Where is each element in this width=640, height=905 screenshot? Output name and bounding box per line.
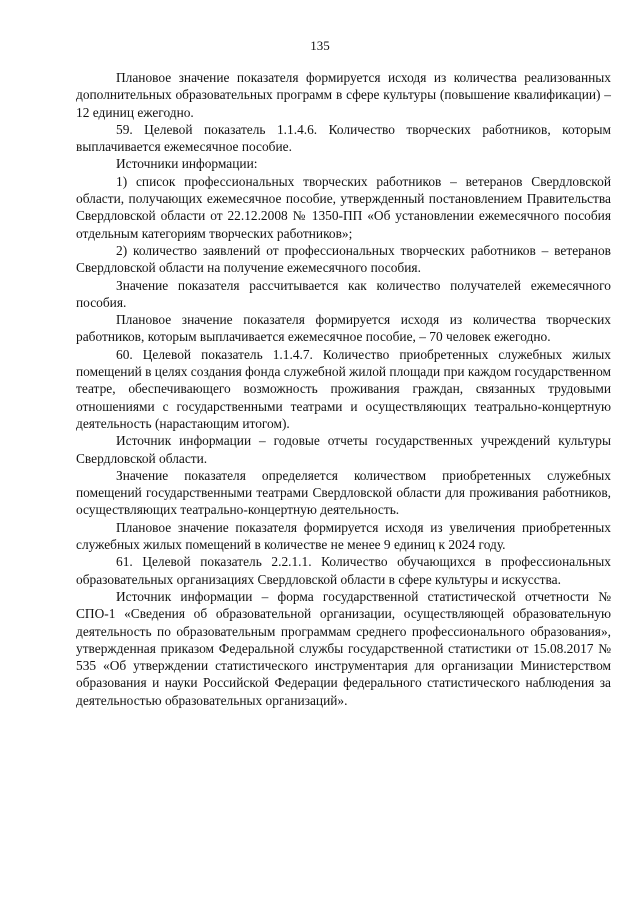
paragraph-indicator-59: 59. Целевой показатель 1.1.4.6. Количество творческих работников, которым выплачивается ежемесячное пособие. bbox=[76, 121, 611, 155]
paragraph-source-list-1: 1) список профессиональных творческих работников – ветеранов Свердловской области, получающих ежемесячное пособие, утвержденный постановлением Правительства Свердловской области от 22.12.2008 № 1350-ПП «Об установлении ежемесячного пособия отдельным категориям творческих работников»; bbox=[76, 173, 611, 241]
paragraph-indicator-61: 61. Целевой показатель 2.2.1.1. Количество обучающихся в профессиональных образовательных организациях Свердловской области в сфере культуры и искусства. bbox=[76, 554, 611, 587]
page-number: 135 bbox=[310, 38, 330, 53]
paragraph-planned-value-programs: Плановое значение показателя формируется исходя из количества реализованных дополнительных образовательных программ в сфере культуры (повышение квалификации) – 12 единиц ежегодно. bbox=[76, 70, 611, 120]
paragraph-source-list-2: 2) количество заявлений от профессиональных творческих работников – ветеранов Свердловской области на получение ежемесячного пособия. bbox=[76, 242, 611, 276]
paragraph-value-calculation: Значение показателя рассчитывается как количество получателей ежемесячного пособия. bbox=[76, 277, 611, 310]
paragraph-source-annual-reports: Источник информации – годовые отчеты государственных учреждений культуры Свердловской области. bbox=[76, 433, 611, 466]
document-body bbox=[76, 69, 611, 709]
paragraph-source-spo1: Источник информации – форма государственной статистической отчетности № СПО-1 «Сведения об образовательной организации, осуществляющей образовательную деятельность по образовательным программам среднего профессионального образования», утвержденная приказом Федеральной службы государственной статистики от 15.08.2017 № 535 «Об утверждении статистического инструментария для организации Министерством образования и науки Российской Федерации федерального статистического наблюдения за деятельностью образовательных организаций». bbox=[76, 588, 611, 708]
paragraph-indicator-60: 60. Целевой показатель 1.1.4.7. Количество приобретенных служебных жилых помещений в целях создания фонда служебной жилой площади при каждом государственном театре, обеспечивающего возможность проживания граждан, связанных трудовыми отношениями с государственными театрами и осуществляющих театрально-концертную деятельность (нарастающим итогом). bbox=[76, 346, 611, 431]
paragraph-planned-value-housing: Плановое значение показателя формируется исходя из увеличения приобретенных служебных жилых помещений в количестве не менее 9 единиц к 2024 году. bbox=[76, 519, 611, 553]
paragraph-planned-value-workers: Плановое значение показателя формируется исходя из количества творческих работников, которым выплачивается ежемесячное пособие, – 70 человек ежегодно. bbox=[76, 312, 611, 345]
paragraph-sources-heading: Источники информации: bbox=[116, 156, 258, 172]
paragraph-value-definition: Значение показателя определяется количеством приобретенных служебных помещений государственными театрами Свердловской области для проживания работников, осуществляющих театрально-концертную деятельность. bbox=[76, 467, 611, 518]
